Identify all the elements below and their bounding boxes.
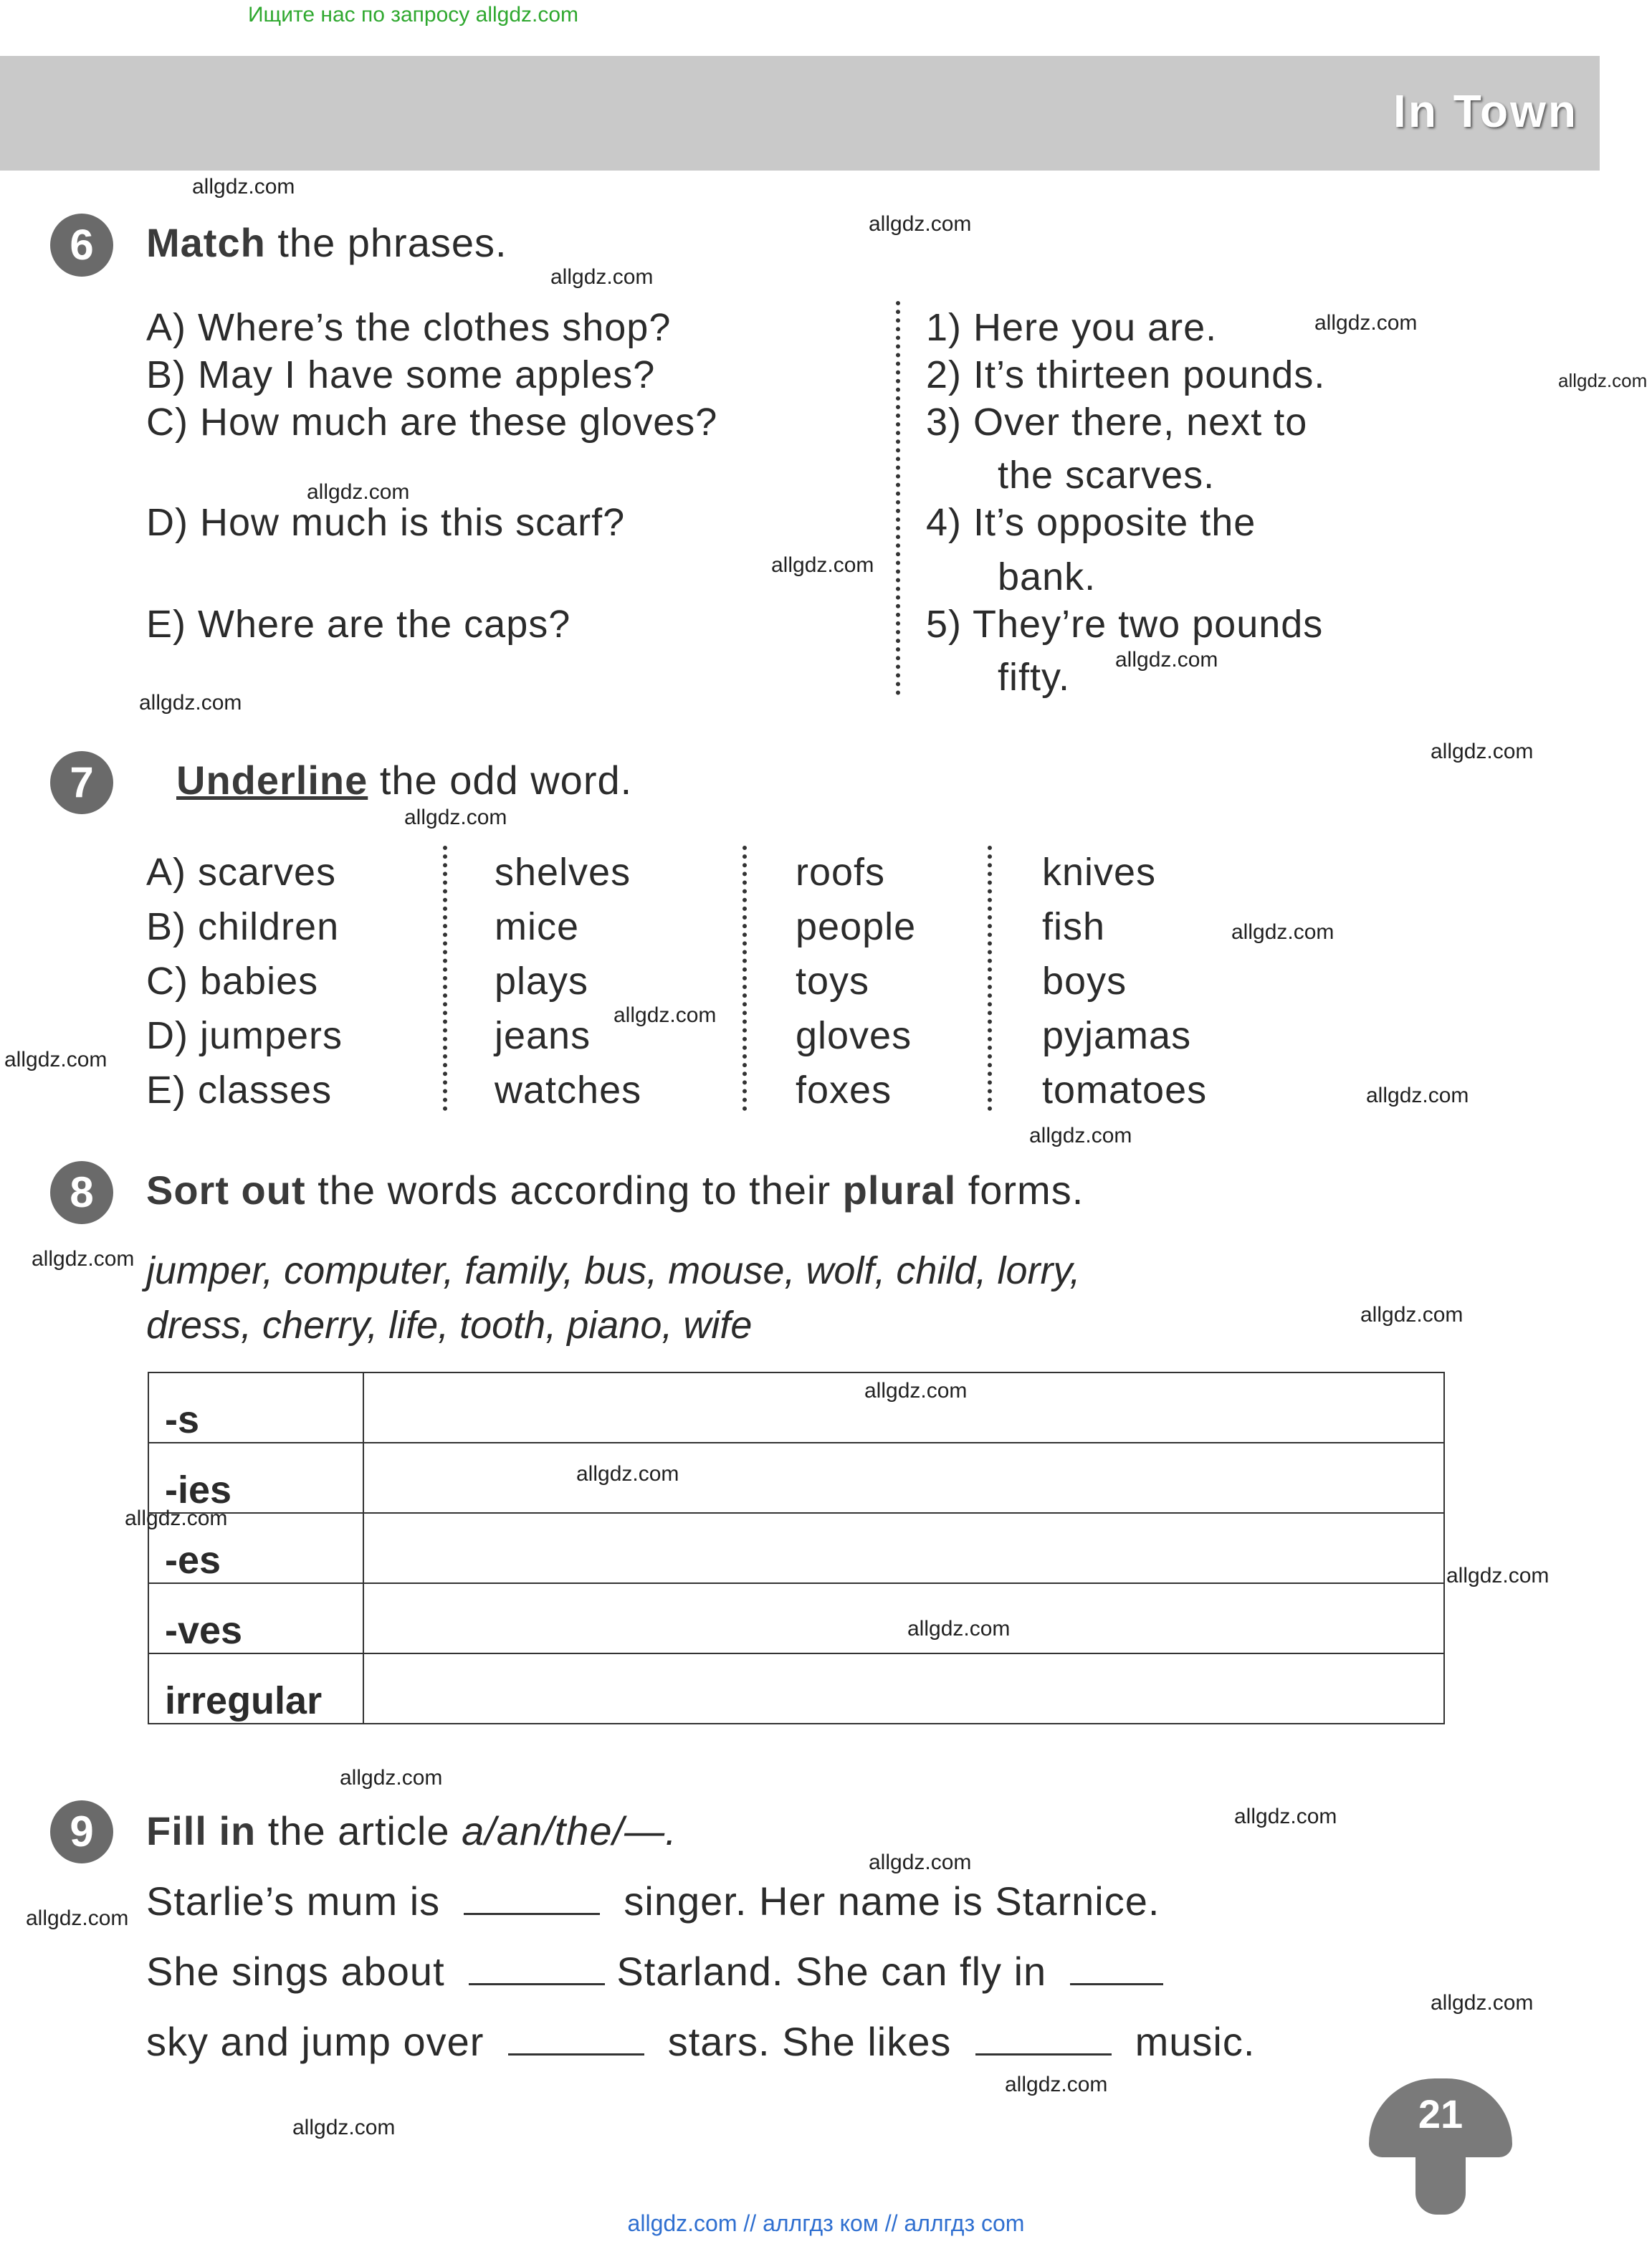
text: music. <box>1135 2019 1256 2064</box>
instruction-bold: plural <box>842 1168 957 1213</box>
text: sky and jump over <box>146 2019 484 2064</box>
ex6-question-a: A) Where’s the clothes shop? <box>146 306 672 349</box>
watermark: allgdz.com <box>1029 1124 1132 1147</box>
blank-field[interactable] <box>975 2046 1112 2056</box>
instruction-rest: the article <box>267 1808 450 1853</box>
watermark: allgdz.com <box>1314 311 1418 335</box>
watermark: allgdz.com <box>1446 1564 1550 1587</box>
blank-field[interactable] <box>508 2046 644 2056</box>
watermark: allgdz.com <box>576 1462 679 1486</box>
exercise-9-number: 9 <box>50 1800 113 1863</box>
blank-field[interactable] <box>464 1906 600 1915</box>
watermark: allgdz.com <box>771 553 874 577</box>
instruction-rest: the phrases. <box>277 220 507 265</box>
instruction-end: forms. <box>968 1168 1084 1213</box>
row-label: irregular <box>148 1653 363 1724</box>
watermark: allgdz.com <box>340 1766 443 1790</box>
ex7-row-a-col2: shelves <box>495 851 631 894</box>
row-label: -ves <box>148 1583 363 1653</box>
ex6-answer-3-cont: the scarves. <box>998 454 1216 497</box>
instruction-verb: Match <box>146 220 266 265</box>
watermark: allgdz.com <box>404 806 507 829</box>
ex6-question-b: B) May I have some apples? <box>146 353 656 396</box>
watermark: allgdz.com <box>292 2116 396 2139</box>
ex7-row-d-col3: gloves <box>796 1014 912 1057</box>
footer-links[interactable]: allgdz.com // аллгдз ком // аллгдз com <box>627 2210 1025 2236</box>
ex7-row-e-col3: foxes <box>796 1069 892 1112</box>
watermark: allgdz.com <box>1115 648 1218 672</box>
exercise-9-instruction <box>146 1808 677 1854</box>
exercise-8-instruction <box>146 1167 1084 1213</box>
ex7-row-e-col1: E) classes <box>146 1069 333 1112</box>
ex6-answer-1: 1) Here you are. <box>926 306 1218 349</box>
watermark: allgdz.com <box>32 1247 135 1271</box>
watermark: allgdz.com <box>4 1048 108 1071</box>
table-row <box>148 1583 1444 1653</box>
ex7-row-a-col3: roofs <box>796 851 886 894</box>
text: She sings about <box>146 1949 445 1994</box>
watermark: allgdz.com <box>125 1507 228 1530</box>
ex6-divider <box>896 301 900 695</box>
ex6-answer-5: 5) They’re two pounds <box>926 603 1324 646</box>
ex9-line-2 <box>146 1948 1163 1995</box>
ex8-word-list-line-2: dress, cherry, life, tooth, piano, wife <box>146 1304 753 1347</box>
watermark: allgdz.com <box>1231 920 1335 944</box>
watermark: allgdz.com <box>550 265 654 289</box>
exercise-6-number: 6 <box>50 214 113 277</box>
watermark: allgdz.com <box>1005 2073 1108 2096</box>
ex7-row-b-col2: mice <box>495 905 580 948</box>
exercise-8-number: 8 <box>50 1161 113 1224</box>
watermark: allgdz.com <box>869 1851 972 1874</box>
watermark: allgdz.com <box>192 175 295 199</box>
instruction-options: a/an/the/—. <box>462 1808 677 1853</box>
ex6-answer-4: 4) It’s opposite the <box>926 501 1256 544</box>
ex7-row-c-col1: C) babies <box>146 960 319 1003</box>
ex6-question-c: C) How much are these gloves? <box>146 401 718 444</box>
watermark: allgdz.com <box>139 691 242 715</box>
watermark: allgdz.com <box>864 1379 968 1403</box>
answer-cell[interactable] <box>363 1583 1444 1653</box>
watermark: allgdz.com <box>1234 1805 1337 1828</box>
table-row <box>148 1653 1444 1724</box>
ex7-row-b-col4: fish <box>1042 905 1106 948</box>
watermark: allgdz.com <box>1431 740 1534 763</box>
ex7-row-a-col1: A) scarves <box>146 851 337 894</box>
blank-field[interactable] <box>1070 1976 1163 1985</box>
ex7-row-c-col3: toys <box>796 960 870 1003</box>
ex7-row-e-col2: watches <box>495 1069 642 1112</box>
text: stars. She likes <box>667 2019 952 2064</box>
exercise-7-number: 7 <box>50 751 113 814</box>
answer-cell[interactable] <box>363 1513 1444 1583</box>
exercise-7-instruction <box>176 757 632 803</box>
instruction-verb: Fill in <box>146 1808 257 1853</box>
ex7-row-d-col4: pyjamas <box>1042 1014 1192 1057</box>
watermark: allgdz.com <box>1360 1303 1464 1327</box>
ex7-row-a-col4: knives <box>1042 851 1157 894</box>
ex7-row-c-col2: plays <box>495 960 589 1003</box>
top-link[interactable]: Ищите нас по запросу allgdz.com <box>247 3 579 27</box>
table-row <box>148 1372 1444 1443</box>
page-number: 21 <box>1369 2078 1512 2157</box>
ex6-answer-3: 3) Over there, next to <box>926 401 1308 444</box>
ex7-divider-2 <box>743 846 747 1111</box>
text: Starlie’s mum is <box>146 1878 441 1924</box>
row-label: -s <box>148 1372 363 1443</box>
ex7-row-b-col1: B) children <box>146 905 340 948</box>
text: singer. Her name is Starnice. <box>624 1878 1160 1924</box>
table-row <box>148 1513 1444 1583</box>
row-label: -ies <box>148 1443 363 1513</box>
row-label: -es <box>148 1513 363 1583</box>
table-row <box>148 1443 1444 1513</box>
section-banner <box>0 56 1600 171</box>
watermark: allgdz.com <box>26 1906 129 1930</box>
ex6-answer-5-cont: fifty. <box>998 656 1071 699</box>
ex7-row-c-col4: boys <box>1042 960 1127 1003</box>
ex8-word-list-line-1: jumper, computer, family, bus, mouse, wolf, child, lorry, <box>146 1249 1081 1292</box>
watermark: allgdz.com <box>869 212 972 236</box>
ex8-sort-table <box>148 1372 1445 1724</box>
section-title: In Town <box>1393 85 1578 137</box>
ex6-answer-2: 2) It’s thirteen pounds. <box>926 353 1326 396</box>
mushroom-stem <box>1415 2150 1466 2215</box>
ex6-question-d: D) How much is this scarf? <box>146 501 626 544</box>
watermark: allgdz.com <box>907 1617 1011 1641</box>
ex7-row-d-col2: jeans <box>495 1014 591 1057</box>
instruction-rest: the odd word. <box>379 758 633 803</box>
ex7-row-d-col1: D) jumpers <box>146 1014 343 1057</box>
exercise-6-instruction <box>146 219 507 266</box>
ex9-line-1 <box>146 1878 1160 1924</box>
instruction-verb: Sort out <box>146 1168 306 1213</box>
ex6-answer-4-cont: bank. <box>998 555 1097 598</box>
ex9-line-3 <box>146 2018 1255 2065</box>
instruction-mid: the words according to their <box>317 1168 831 1213</box>
ex7-row-e-col4: tomatoes <box>1042 1069 1208 1112</box>
watermark: allgdz.com <box>307 480 410 504</box>
watermark: allgdz.com <box>1558 370 1648 391</box>
ex7-divider-1 <box>443 846 447 1111</box>
ex7-row-b-col3: people <box>796 905 917 948</box>
watermark: allgdz.com <box>1366 1084 1469 1107</box>
answer-cell[interactable] <box>363 1653 1444 1724</box>
watermark: allgdz.com <box>1431 1991 1534 2015</box>
answer-cell[interactable] <box>363 1443 1444 1513</box>
watermark: allgdz.com <box>613 1003 717 1027</box>
text: Starland. She can fly in <box>616 1949 1047 1994</box>
ex7-divider-3 <box>988 846 992 1111</box>
blank-field[interactable] <box>469 1976 605 1985</box>
instruction-verb: Underline <box>176 758 368 803</box>
ex6-question-e: E) Where are the caps? <box>146 603 571 646</box>
